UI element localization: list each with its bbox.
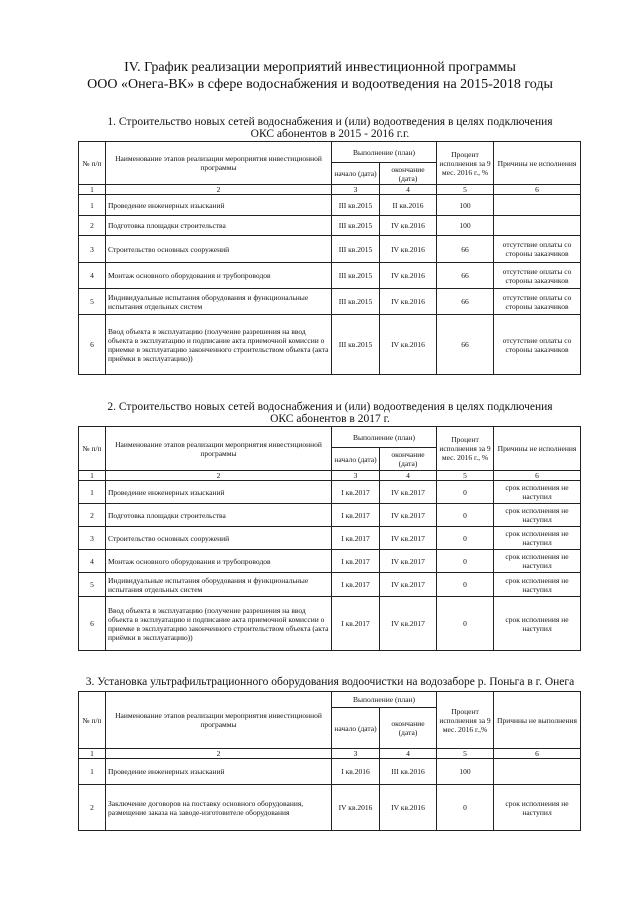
row-name: Подготовка площадки строительства xyxy=(106,504,332,527)
row-name: Заключение договоров на поставку основного оборудования, размещение заказа на заводе-изготовителе оборудования xyxy=(106,785,332,831)
row-start: I кв.2017 xyxy=(332,597,380,651)
index-cell: 2 xyxy=(106,185,332,195)
header-reasons: Причины не исполнения xyxy=(494,427,581,471)
row-start: III кв.2015 xyxy=(332,263,380,289)
row-reason: срок исполнения не наступил xyxy=(494,481,581,504)
header-exec: Выполнение (план) xyxy=(332,692,437,708)
row-name: Строительство основных сооружений xyxy=(106,236,332,263)
row-start: III кв.2015 xyxy=(332,236,380,263)
section2-table xyxy=(78,426,581,651)
index-cell: 1 xyxy=(79,471,106,481)
row-num: 1 xyxy=(79,481,106,504)
table-header-row xyxy=(79,142,581,163)
table-row xyxy=(79,504,581,527)
row-num: 2 xyxy=(79,216,106,236)
row-num: 5 xyxy=(79,573,106,597)
row-percent: 0 xyxy=(437,481,494,504)
table-row xyxy=(79,216,581,236)
row-end: IV кв.2017 xyxy=(380,597,437,651)
row-reason: отсутствие оплаты со стороны заказчиков xyxy=(494,263,581,289)
row-start: I кв.2017 xyxy=(332,481,380,504)
row-end: IV кв.2016 xyxy=(380,236,437,263)
header-reasons: Причины не исполнения xyxy=(494,142,581,185)
row-num: 3 xyxy=(79,236,106,263)
table-row xyxy=(79,263,581,289)
row-name: Строительство основных сооружений xyxy=(106,527,332,550)
index-cell: 2 xyxy=(106,471,332,481)
row-name: Проведение инженерных изысканий xyxy=(106,195,332,216)
document-title-line2: ООО «Онега-ВК» в сфере водоснабжения и водоотведения на 2015-2018 годы xyxy=(87,77,553,92)
row-name: Индивидуальные испытания оборудования и функциональные испытания отдельных систем xyxy=(106,573,332,597)
row-reason xyxy=(494,216,581,236)
section3-table xyxy=(78,691,581,831)
header-exec: Выполнение (план) xyxy=(332,142,437,163)
row-start: I кв.2017 xyxy=(332,527,380,550)
row-start: IV кв.2016 xyxy=(332,785,380,831)
table-row xyxy=(79,289,581,315)
row-reason: отсутствие оплаты со стороны заказчиков xyxy=(494,315,581,375)
row-reason: отсутствие оплаты со стороны заказчиков xyxy=(494,289,581,315)
header-reasons: Причины не выполнения xyxy=(494,692,581,749)
table-row xyxy=(79,195,581,216)
row-start: I кв.2017 xyxy=(332,550,380,573)
document-title-line1: IV. График реализации мероприятий инвестиционной программы xyxy=(124,60,516,75)
table-row xyxy=(79,597,581,651)
row-num: 6 xyxy=(79,315,106,375)
header-num: № п/п xyxy=(79,427,106,471)
row-end: IV кв.2016 xyxy=(380,315,437,375)
section1-heading-line1: 1. Строительство новых сетей водоснабжения и (или) водоотведения в целях подключения xyxy=(107,116,553,128)
header-num: № п/п xyxy=(79,142,106,185)
row-num: 4 xyxy=(79,263,106,289)
row-reason xyxy=(494,759,581,785)
row-name: Индивидуальные испытания оборудования и функциональные испытания отдельных систем xyxy=(106,289,332,315)
table-row xyxy=(79,315,581,375)
index-cell: 5 xyxy=(437,471,494,481)
row-percent: 66 xyxy=(437,289,494,315)
header-end: окончание (дата) xyxy=(380,163,437,185)
row-percent: 100 xyxy=(437,216,494,236)
row-end: IV кв.2017 xyxy=(380,527,437,550)
row-end: IV кв.2016 xyxy=(380,216,437,236)
table-header-row xyxy=(79,692,581,708)
header-num: № п/п xyxy=(79,692,106,749)
row-start: III кв.2015 xyxy=(332,315,380,375)
row-reason: срок исполнения не наступил xyxy=(494,597,581,651)
row-end: IV кв.2016 xyxy=(380,785,437,831)
index-cell: 3 xyxy=(332,749,380,759)
section2-heading-line1: 2. Строительство новых сетей водоснабжения и (или) водоотведения в целях подключения xyxy=(107,401,553,413)
row-name: Ввод объекта в эксплуатацию (получение разрешения на ввод объекта в эксплуатацию и подписание акта приемочной комиссии о приемке в эксплуатацию законченного строительством объекта (акта приёмки в эксплуатацию)) xyxy=(106,597,332,651)
row-percent: 100 xyxy=(437,195,494,216)
header-exec: Выполнение (план) xyxy=(332,427,437,448)
row-reason: срок исполнения не наступил xyxy=(494,785,581,831)
row-name: Подготовка площадки строительства xyxy=(106,216,332,236)
table-row xyxy=(79,527,581,550)
index-cell: 3 xyxy=(332,471,380,481)
table-header-row xyxy=(79,427,581,448)
row-num: 6 xyxy=(79,597,106,651)
row-start: I кв.2017 xyxy=(332,504,380,527)
row-end: IV кв.2017 xyxy=(380,481,437,504)
index-cell: 6 xyxy=(494,749,581,759)
row-start: III кв.2015 xyxy=(332,289,380,315)
row-end: III кв.2016 xyxy=(380,759,437,785)
row-percent: 66 xyxy=(437,315,494,375)
section1-heading-line2: ОКС абонентов в 2015 - 2016 г.г. xyxy=(250,128,410,140)
row-reason: отсутствие оплаты со стороны заказчиков xyxy=(494,236,581,263)
row-num: 2 xyxy=(79,785,106,831)
index-cell: 4 xyxy=(380,185,437,195)
row-name: Проведение инженерных изысканий xyxy=(106,481,332,504)
section1-table xyxy=(78,141,581,375)
row-name: Проведение инженерных изысканий xyxy=(106,759,332,785)
table-row xyxy=(79,785,581,831)
row-name: Монтаж основного оборудования и трубопроводов xyxy=(106,550,332,573)
row-name: Ввод объекта в эксплуатацию (получение разрешения на ввод объекта в эксплуатацию и подписание акта приемочной комиссии о приемке в эксплуатацию законченного строительством объекта (акта приёмки в эксплуатацию)) xyxy=(106,315,332,375)
header-name: Наименование этапов реализации мероприятия инвестиционной программы xyxy=(106,427,332,471)
index-cell: 5 xyxy=(437,749,494,759)
row-percent: 0 xyxy=(437,550,494,573)
row-name: Монтаж основного оборудования и трубопроводов xyxy=(106,263,332,289)
table-row xyxy=(79,550,581,573)
section3-heading: 3. Установка ультрафильтрационного оборудования водоочистки на водозаборе р. Поньга в г. Онега xyxy=(85,676,575,688)
index-cell: 1 xyxy=(79,185,106,195)
row-percent: 0 xyxy=(437,573,494,597)
table-row xyxy=(79,481,581,504)
row-percent: 66 xyxy=(437,236,494,263)
row-end: IV кв.2016 xyxy=(380,263,437,289)
row-percent: 0 xyxy=(437,597,494,651)
index-cell: 3 xyxy=(332,185,380,195)
header-end: окончание (дата) xyxy=(380,448,437,471)
header-percent: Процент исполнения за 9 мес. 2016 г.,% xyxy=(437,692,494,749)
row-percent: 66 xyxy=(437,263,494,289)
row-num: 1 xyxy=(79,195,106,216)
row-percent: 0 xyxy=(437,785,494,831)
row-reason: срок исполнения не наступил xyxy=(494,527,581,550)
row-end: IV кв.2017 xyxy=(380,504,437,527)
row-reason: срок исполнения не наступил xyxy=(494,573,581,597)
section2-heading-line2: ОКС абонентов в 2017 г. xyxy=(270,413,390,425)
index-cell: 4 xyxy=(380,471,437,481)
index-cell: 1 xyxy=(79,749,106,759)
row-percent: 0 xyxy=(437,527,494,550)
index-cell: 5 xyxy=(437,185,494,195)
table-index-row xyxy=(79,749,581,759)
row-end: IV кв.2017 xyxy=(380,550,437,573)
header-start: начало (дата) xyxy=(332,708,380,749)
index-cell: 6 xyxy=(494,185,581,195)
row-start: I кв.2017 xyxy=(332,573,380,597)
index-cell: 6 xyxy=(494,471,581,481)
row-end: IV кв.2017 xyxy=(380,573,437,597)
row-num: 1 xyxy=(79,759,106,785)
header-percent: Процент исполнения за 9 мес. 2016 г., % xyxy=(437,142,494,185)
header-name: Наименование этапов реализации мероприятия инвестиционной программы xyxy=(106,692,332,749)
row-reason: срок исполнения не наступил xyxy=(494,550,581,573)
row-num: 5 xyxy=(79,289,106,315)
table-row xyxy=(79,759,581,785)
row-start: III кв.2015 xyxy=(332,195,380,216)
header-start: начало (дата) xyxy=(332,448,380,471)
header-name: Наименование этапов реализации мероприятия инвестиционной программы xyxy=(106,142,332,185)
row-num: 2 xyxy=(79,504,106,527)
row-percent: 100 xyxy=(437,759,494,785)
index-cell: 2 xyxy=(106,749,332,759)
table-row xyxy=(79,573,581,597)
row-num: 3 xyxy=(79,527,106,550)
row-start: III кв.2015 xyxy=(332,216,380,236)
row-start: I кв.2016 xyxy=(332,759,380,785)
table-index-row xyxy=(79,471,581,481)
row-end: II кв.2016 xyxy=(380,195,437,216)
table-index-row xyxy=(79,185,581,195)
header-end: окончание (дата) xyxy=(380,708,437,749)
index-cell: 4 xyxy=(380,749,437,759)
header-start: начало (дата) xyxy=(332,163,380,185)
row-reason: срок исполнения не наступил xyxy=(494,504,581,527)
row-end: IV кв.2016 xyxy=(380,289,437,315)
table-row xyxy=(79,236,581,263)
row-reason xyxy=(494,195,581,216)
header-percent: Процент исполнения за 9 мес. 2016 г., % xyxy=(437,427,494,471)
row-num: 4 xyxy=(79,550,106,573)
row-percent: 0 xyxy=(437,504,494,527)
